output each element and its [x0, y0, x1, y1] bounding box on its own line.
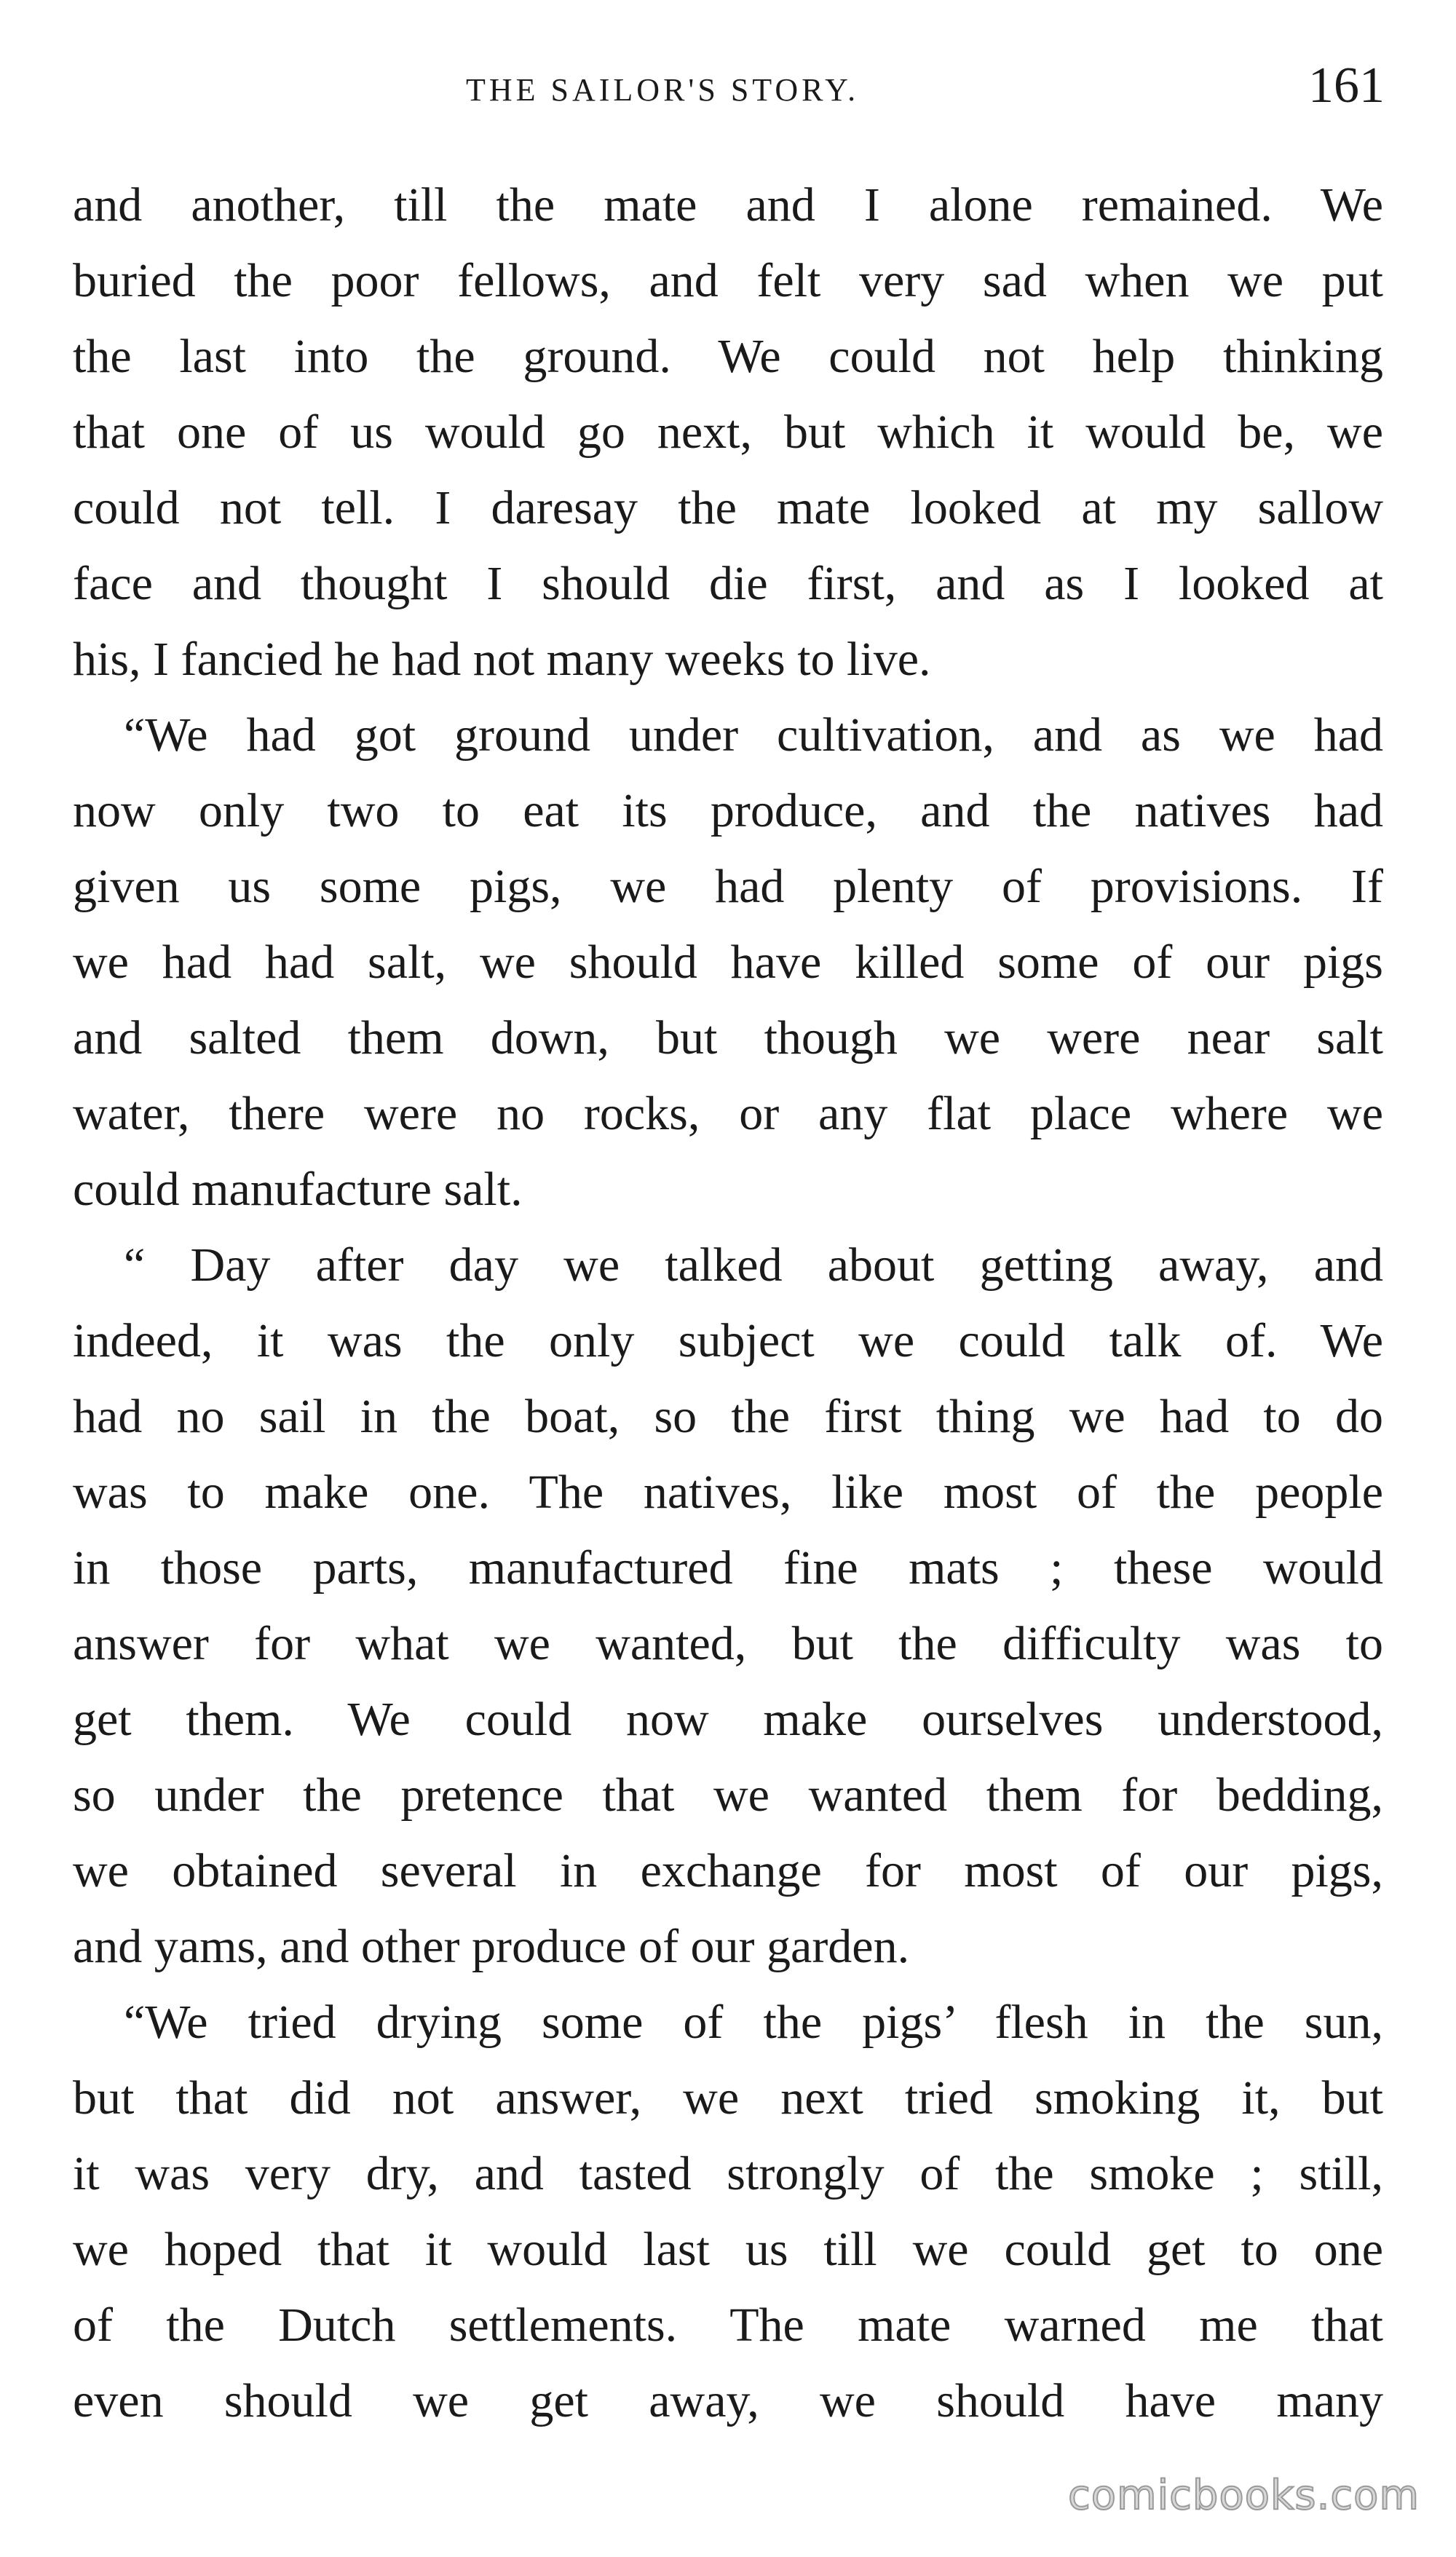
- running-head-title: THE SAILOR'S STORY.: [466, 72, 860, 108]
- text-line: it was very dry, and tasted strongly of the smoke ; still,: [73, 2147, 1383, 2200]
- text-line: we hoped that it would last us till we could get to one: [73, 2223, 1383, 2276]
- text-line: now only two to eat its produce, and the natives had: [73, 784, 1383, 837]
- text-line: face and thought I should die first, and as I looked at: [73, 557, 1383, 610]
- text-line: buried the poor fellows, and felt very sad when we put: [73, 254, 1383, 307]
- text-line: answer for what we wanted, but the difficulty was to: [73, 1617, 1383, 1670]
- text-line: we had had salt, we should have killed some of our pigs: [73, 936, 1383, 989]
- text-line: get them. We could now make ourselves understood,: [73, 1693, 1383, 1746]
- text-line: “We had got ground under cultivation, and as we had: [124, 708, 1383, 762]
- text-line: and another, till the mate and I alone remained. We: [73, 178, 1383, 232]
- watermark-logo: comicbooks.com: [1067, 2472, 1420, 2519]
- text-line: could not tell. I daresay the mate looked at my sallow: [73, 481, 1383, 534]
- text-line: water, there were no rocks, or any flat place where we: [73, 1087, 1383, 1140]
- text-line: that one of us would go next, but which it would be, we: [73, 406, 1383, 459]
- text-line: given us some pigs, we had plenty of provisions. If: [73, 860, 1383, 913]
- text-line: we obtained several in exchange for most of our pigs,: [73, 1844, 1383, 1897]
- text-line: but that did not answer, we next tried smoking it, but: [73, 2071, 1383, 2125]
- text-line: “ Day after day we talked about getting away, and: [124, 1238, 1383, 1292]
- text-line: and yams, and other produce of our garden.: [73, 1920, 910, 1973]
- text-line: of the Dutch settlements. The mate warned me that: [73, 2299, 1383, 2352]
- text-line: and salted them down, but though we were near salt: [73, 1011, 1383, 1064]
- text-line: “We tried drying some of the pigs’ flesh in the sun,: [124, 1996, 1383, 2049]
- body-text: [73, 167, 1383, 2439]
- text-line: could manufacture salt.: [73, 1163, 523, 1216]
- page-number: 161: [1308, 58, 1385, 114]
- text-line: even should we get away, we should have many: [73, 2374, 1383, 2427]
- text-line: his, I fancied he had not many weeks to live.: [73, 633, 931, 686]
- text-line: so under the pretence that we wanted them for bedding,: [73, 1768, 1383, 1822]
- text-line: was to make one. The natives, like most of the people: [73, 1466, 1383, 1519]
- text-line: in those parts, manufactured fine mats ; these would: [73, 1541, 1383, 1594]
- text-line: indeed, it was the only subject we could talk of. We: [73, 1314, 1383, 1367]
- text-line: had no sail in the boat, so the first thing we had to do: [73, 1390, 1383, 1443]
- text-line: the last into the ground. We could not help thinking: [73, 330, 1383, 383]
